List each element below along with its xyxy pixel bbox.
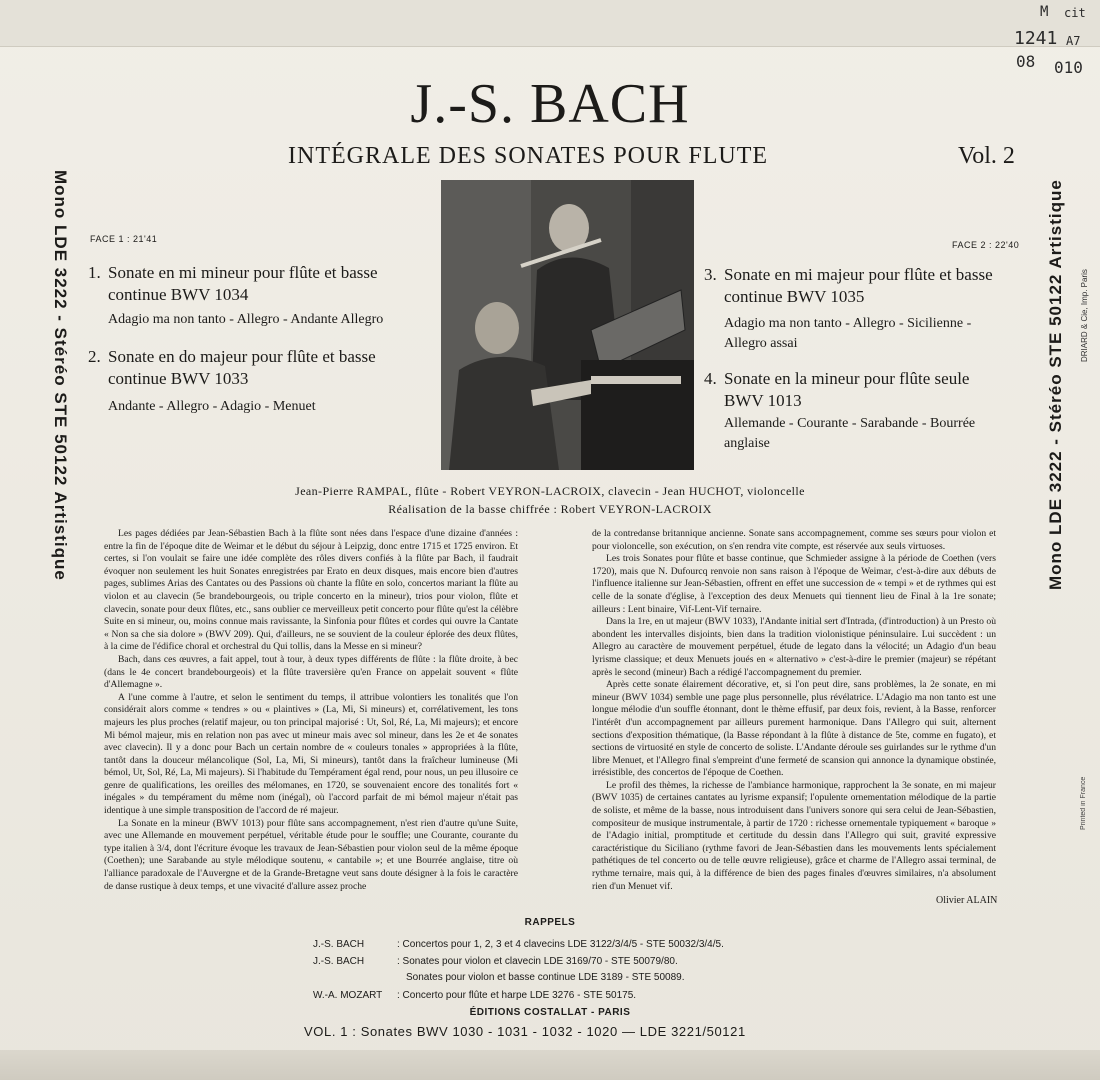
album-title: J.-S. BACH	[410, 73, 690, 135]
handwritten-mark: M	[1040, 4, 1049, 20]
notes-author: Olivier ALAIN	[936, 895, 998, 906]
track-number: 3.	[704, 265, 717, 284]
track-title-line2: BWV 1013	[724, 391, 802, 410]
notes-paragraph: Le profil des thèmes, la richesse de l'ambiance harmonique, rapprochent la 3e sonate, en mi majeur (BWV 1035) de certaines cantates au lyrisme expansif; l'opulente ornementation mélodique de la partie de soliste, et même de la basse, nous introduisent dans l'univers sonore qui sera celui de Jean-Sébastien, compositeur de musique instrumentale, à partir de 1720 : richesse ornementale typiquement « baroque » de l'Adagio initial, promptitude et certitude du dessin dans l'Allegro qui suit, gravité expressive caractéristique du Siciliano (rythme favori de Jean-Sébastien dans les mouvements lents spécialement pathétiques de tel concerto ou de telle œuvre religieuse), grâce et charme de l'Allegro assai terminal, de rythme ternaire, mais qui, à la différence de bien des pages finales d'œuvres similaires, n'a absolument rien d'un Menuet vif.	[592, 779, 996, 892]
face1-label: FACE 1 : 21'41	[90, 234, 158, 244]
volume1-reference: VOL. 1 : Sonates BWV 1030 - 1031 - 1032 - 1020 — LDE 3221/50121	[304, 1024, 746, 1039]
rappel-text: : Concerto pour flûte et harpe LDE 3276 - STE 50175.	[397, 990, 637, 1001]
track-movements: Andante - Allegro - Adagio - Menuet	[108, 399, 316, 414]
spine-left-catalog: Mono LDE 3222 - Stéréo STE 50122 Artistique	[51, 170, 70, 581]
handwritten-number: 010	[1054, 58, 1083, 77]
track-title-line2: continue BWV 1033	[108, 369, 249, 388]
notes-paragraph: Après cette sonate élairement décorative, et, si l'on peut dire, sans problèmes, la 2e sonate, en mi mineur (BWV 1034) semble une page plus personnelle, plus révélatrice. L'Adagio ma non tanto est une longue mélodie d'un souffle étonnant, dont le thème effusif, par deux fois, revient, à la Basse, renforcer l'intérêt d'un accompagnement par ailleurs purement harmonique. Dans l'Allegro qui suit, alternent sections d'exposition thématique, (la Basse répondant à la flûte à distance de 5te, comme en fugato), et sections de virtuosité en style de concerto de soliste. L'Andante déroule ses guirlandes sur le rythme d'un libre Menuet, et l'Allegro final s'empreint d'une fermeté de scansion qui annonce la dynamique obstinée, irrésistible, des concertos de l'époque de Coethen.	[592, 679, 996, 779]
face2-label: FACE 2 : 22'40	[952, 240, 1020, 250]
notes-paragraph: de la contredanse britannique ancienne. Sonate sans accompagnement, comme ses sœurs pour violon et pour violoncelle, son exécution, on s'en rendra vite compte, est réservée aux seuls virtuoses.	[592, 528, 996, 552]
track-movements: Adagio ma non tanto - Allegro - Andante Allegro	[108, 312, 384, 327]
volume-label: Vol. 2	[958, 143, 1015, 169]
album-subtitle: INTÉGRALE DES SONATES POUR FLUTE	[288, 143, 769, 169]
liner-notes-right	[592, 528, 996, 894]
handwritten-mark: cit	[1064, 6, 1086, 20]
publisher-line: ÉDITIONS COSTALLAT - PARIS	[469, 1007, 631, 1018]
rappel-composer: W.-A. MOZART	[313, 990, 383, 1001]
track-movements-line2: anglaise	[724, 436, 770, 451]
notes-paragraph: Bach, dans ces œuvres, a fait appel, tout à tour, à deux types différents de flûte : la flûte droite, à bec (dans le 4e concert brandebourgeois) et la flûte traversière qu'en France on appelait souvent « flûte d'Allemagne ».	[104, 653, 518, 691]
notes-paragraph: Les trois Sonates pour flûte et basse continue, que Schmieder assigne à la période de Coethen (vers 1720), mais que N. Dufourcq renvoie non sans raison à l'époque de Weimar, c'est-à-dire aux débuts de l'influence italienne sur Jean-Sébastien, offrent en effet une succession de « tempi » et de rythmes qui est celle de la sonate d'église, à l'exception des deux Menuets qui tiennent lieu de Final à la 1re sonate; ailleurs : Lent binaire, Vif-Lent-Vif ternaire.	[592, 553, 996, 615]
track-number: 4.	[704, 369, 717, 388]
notes-paragraph: Dans la 1re, en ut majeur (BWV 1033), l'Andante initial sert d'Intrada, (d'introduction) à un Presto où abondent les intervalles disjoints, bien dans la tradition violonistique péninsulaire. Lui succèdent : un Allegro au caractère de mouvement perpétuel, étude de legato dans la vélocité; un Adagio d'un beau lyrisme classique; et deux Menuets joués en « alternativo » c'est-à-dire le premier (majeur) se répétant après le second (mineur) Bach a rédigé l'accompagnement du premier.	[592, 616, 996, 678]
track-title-line2: continue BWV 1034	[108, 285, 249, 304]
printer-credit: DRIARD & Cie, Imp. Paris	[1080, 269, 1089, 362]
track-movements: Adagio ma non tanto - Allegro - Sicilienne -	[724, 316, 972, 331]
notes-paragraph: A l'une comme à l'autre, et selon le sentiment du temps, il attribue volontiers les tonalités que l'on considérait alors comme « tendres » ou « plaintives » (La, Mi, Si mineurs) et, corrélativement, les tons majeurs les plus proches (relatif majeur, ou ton principal majorisé : Ut, Sol, Ré, La, Mi majeurs); et encore Mi bémol majeur, mis en relation non pas avec ut mineur mais avec sol mineur, dans les 2e et 4e sonates avec clavecin). Il y a donc pour Bach un certain nombre de « couleurs tonales » appropriées à la flûte, tantôt dans la douceur mélancolique (Sol, La, Mi, Si mineurs), tantôt dans la fraîcheur lumineuse (Mi bémol, Ut, Sol, Ré, La, Mi majeurs). Si l'habitude du Tempérament égal rend, pour nous, un peu illusoire ce genre de qualifications, les oreilles des mélomanes, en 1720, se souvenaient encore des tonalités fort « inégales » du tempérament du même nom (inégal), où l'accord parfait de mi bémol majeur n'était pas identique à une simple transposition de l'accord de ré majeur.	[104, 691, 518, 817]
notes-paragraph: La Sonate en la mineur (BWV 1013) pour flûte sans accompagnement, n'est rien d'autre qu'une Suite, avec une Allemande en mouvement perpétuel, véritable étude pour le souffle; une Courante, courante du type italien à 3/4, dont l'écriture évoque les travaux de Jean-Sébastien pour violon seul de la même époque (Coethen); une Sarabande au style mélodique soutenu, « cantabile »; et une Bourrée anglaise, titre où l'alliance paradoxale de l'Auvergne et de la Grande-Bretagne veut sans doute désigner à la fois le caractère de danse rustique à deux temps, et une vivacité d'allure assez proche	[104, 817, 518, 892]
bottom-edge	[0, 1050, 1100, 1080]
track-title: Sonate en mi majeur pour flûte et basse	[724, 265, 993, 284]
rappel-text: : Sonates pour violon et clavecin LDE 3169/70 - STE 50079/80.	[397, 956, 678, 967]
notes-paragraph: Les pages dédiées par Jean-Sébastien Bach à la flûte sont nées dans l'espace d'une dizaine d'années : entre la fin de l'époque dite de Weimar et le début du séjour à Leipzig, donc entre 1715 et 1725 environ. Et certes, si l'on voulait se faire une idée complète des rôles divers confiés à la flûte par Bach, il faudrait évoquer non seulement les huit Sonates enregistrées par Erato en deux disques, mais encore bien d'autres pages, sublimes Arias des Cantates ou des Passions où chante la flûte en solo, concertos mariant la flûte au violon et au clavecin (5e brandebourgeois, ou triple concerto en la mineur), trios pour violon, flûte et clavecin, sonate pour deux flûtes, etc., sans oublier ce merveilleux petit concerto pour flûte qu'est la célèbre Suite en si mineur, ou, moins connue mais ravissante, la Sinfonia pour flûtes et cordes qui ouvre la Cantate « Non sa che sia dolore » (BWV 209). Qui, d'ailleurs, ne se souvient de la couleur éplorée des deux flûtes, à la cime de l'édifice choral et orchestral du Qui tollis, dans la Messe en si mineur?	[104, 528, 518, 653]
track-number: 2.	[88, 347, 101, 366]
continuo-credit: Réalisation de la basse chiffrée : Robert VEYRON-LACROIX	[388, 502, 712, 516]
rappels-heading: RAPPELS	[524, 917, 576, 928]
photo-illustration	[441, 180, 694, 470]
rappel-text: : Concertos pour 1, 2, 3 et 4 clavecins LDE 3122/3/4/5 - STE 50032/3/4/5.	[397, 939, 724, 950]
rappel-composer: J.-S. BACH	[313, 956, 365, 967]
track-title: Sonate en do majeur pour flûte et basse	[108, 347, 376, 366]
track-movements-line2: Allegro assai	[724, 336, 798, 351]
liner-notes-left	[104, 528, 518, 910]
handwritten-number: 08	[1016, 52, 1036, 71]
track-title-line2: continue BWV 1035	[724, 287, 865, 306]
rappel-composer: J.-S. BACH	[313, 939, 365, 950]
track-movements: Allemande - Courante - Sarabande - Bourrée	[724, 416, 976, 431]
track-number: 1.	[88, 263, 101, 282]
top-edge	[0, 0, 1100, 47]
track-title: Sonate en la mineur pour flûte seule	[724, 369, 970, 388]
performers-photo	[441, 180, 694, 470]
rappel-text: Sonates pour violon et basse continue LDE 3189 - STE 50089.	[406, 972, 685, 983]
performers-credit: Jean-Pierre RAMPAL, flûte - Robert VEYRON-LACROIX, clavecin - Jean HUCHOT, violoncelle	[295, 484, 805, 498]
spine-right-catalog: Mono LDE 3222 - Stéréo STE 50122 Artistique	[1046, 179, 1065, 590]
printed-in-label: Printed in France	[1080, 776, 1087, 830]
track-title: Sonate en mi mineur pour flûte et basse	[108, 263, 378, 282]
handwritten-number: 1241	[1014, 28, 1058, 49]
handwritten-number: A7	[1066, 34, 1081, 48]
